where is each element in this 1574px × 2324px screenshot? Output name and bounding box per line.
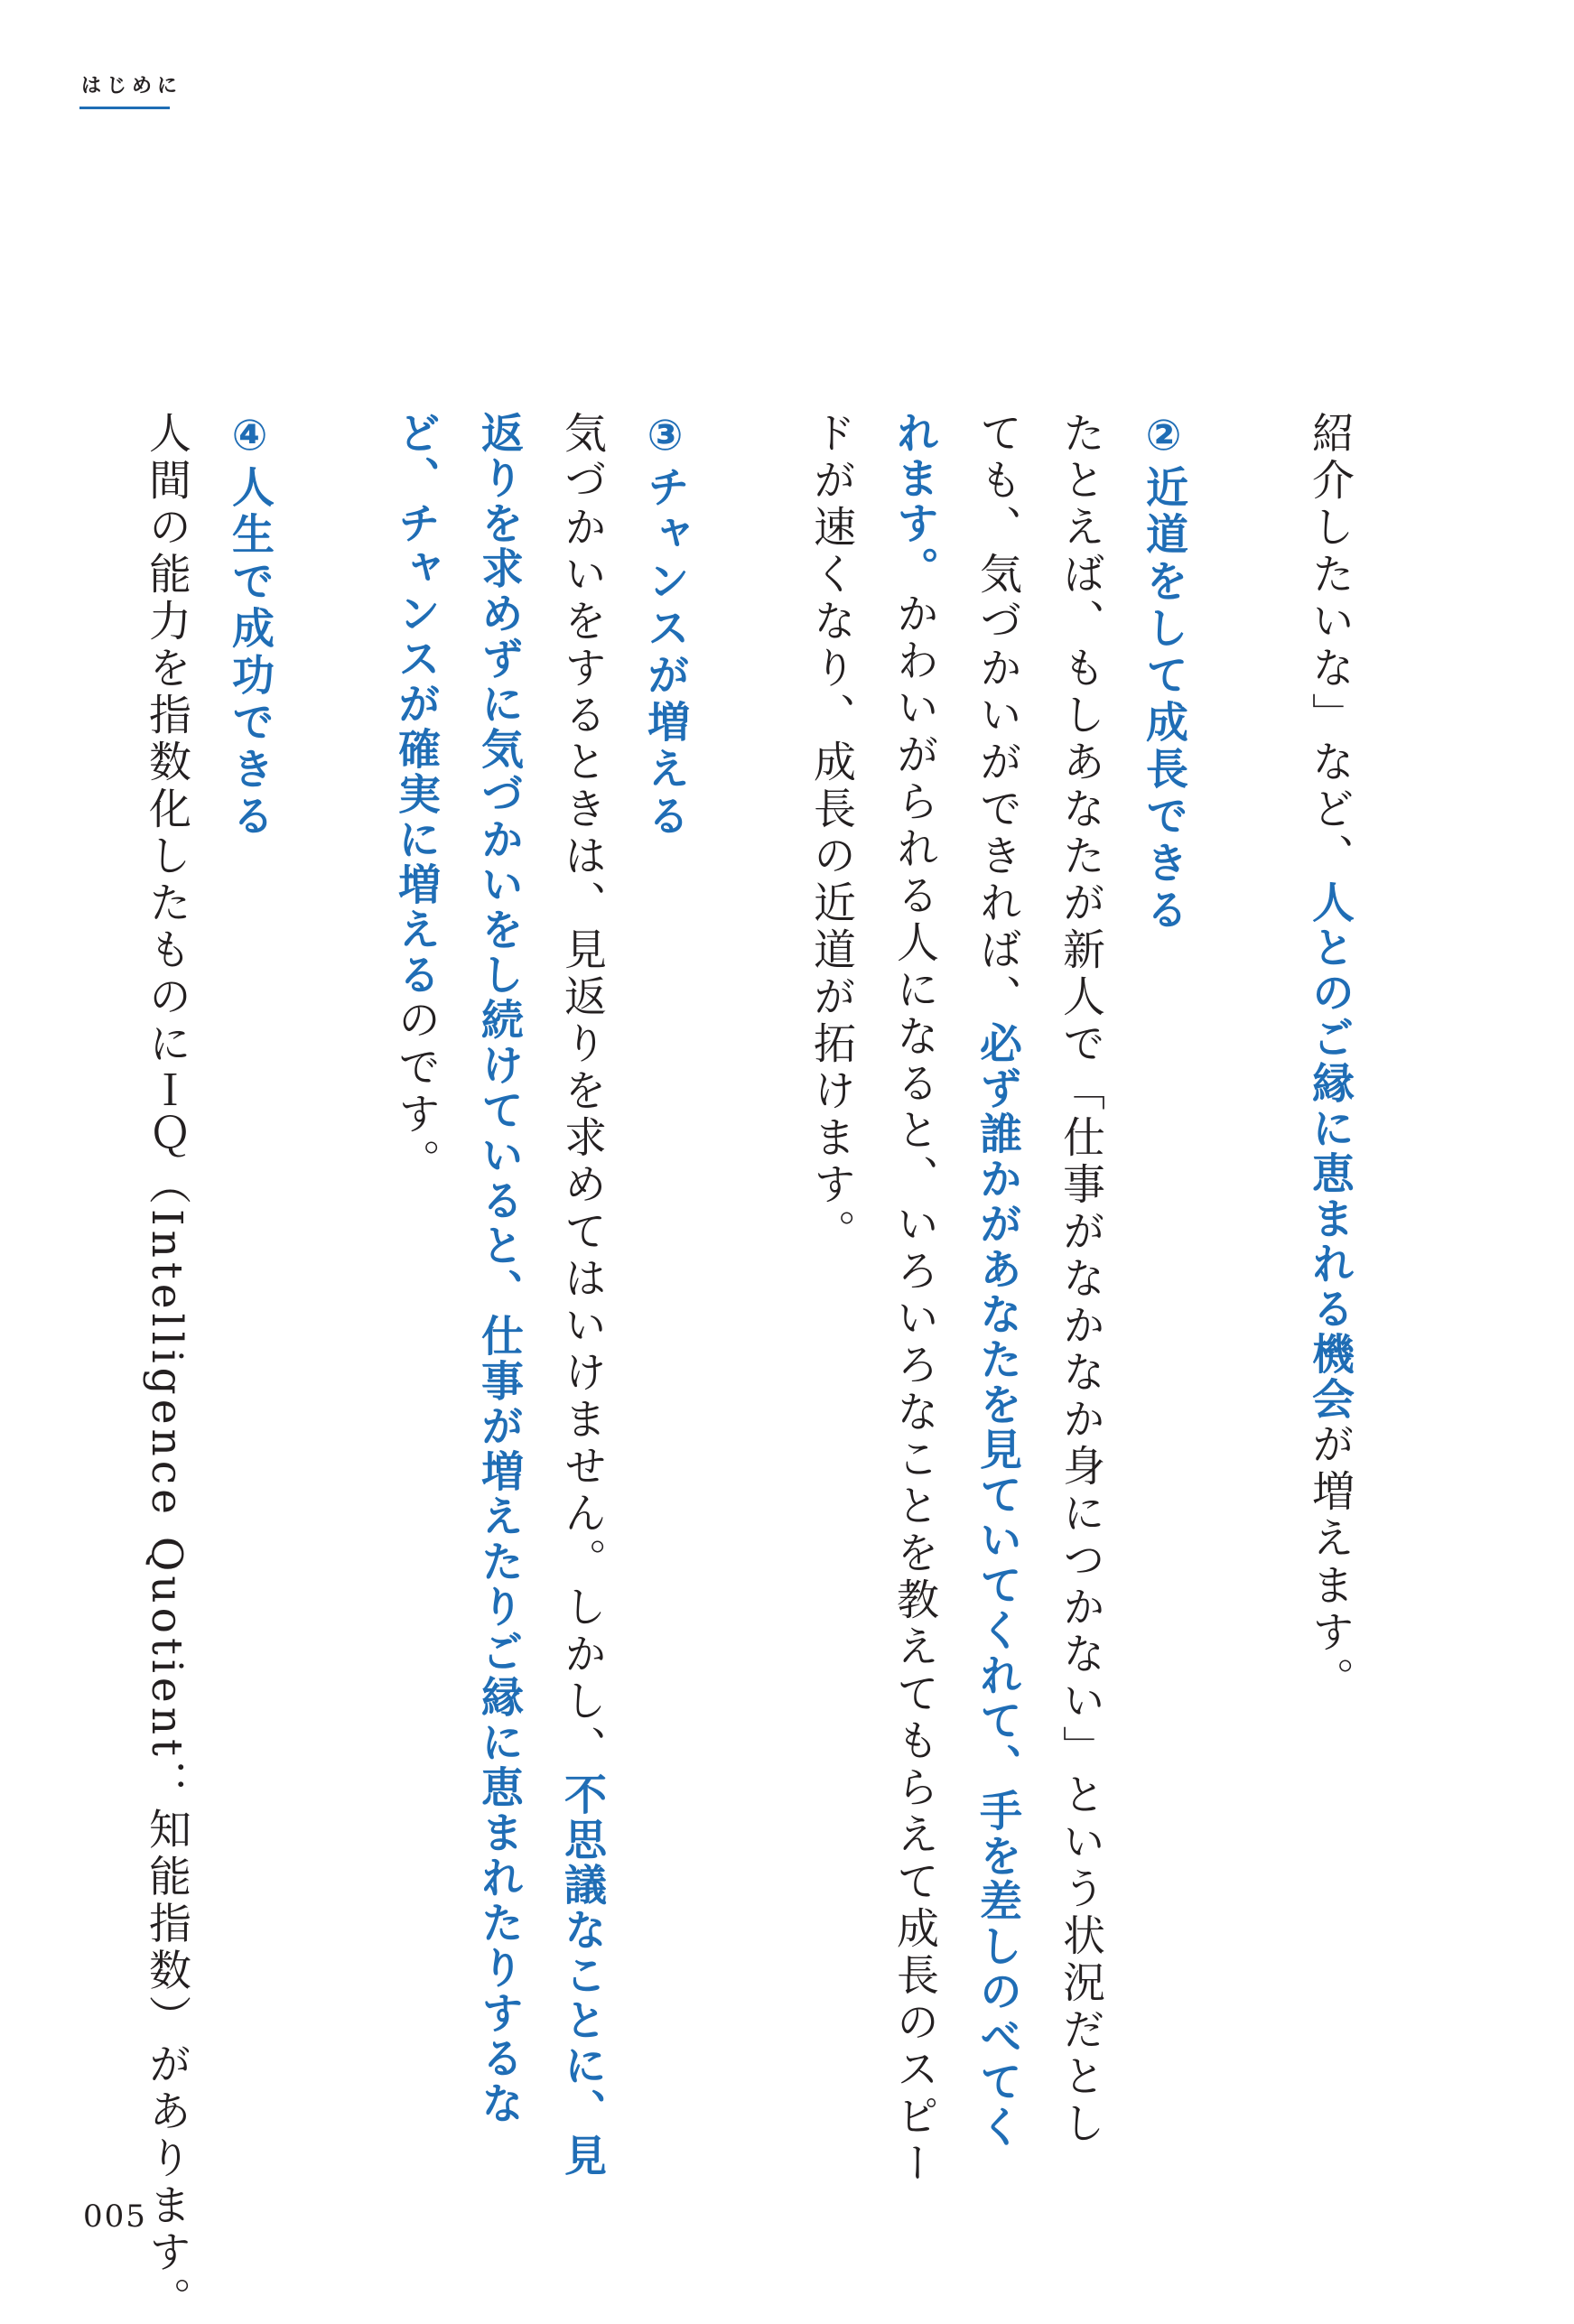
heading-4: ④人生で成功できる [225,411,275,841]
paragraph-2-line-2 [955,411,1038,2150]
p1-emphasis: 人とのご縁に恵まれる機会 [1305,880,1355,1422]
p2-text-3: かわいがられる人になると、いろいろなことを教えてもらえて成長のスピー [889,591,939,2188]
p1-text-1: 紹介したいな」など、 [1305,411,1355,880]
blank-line [291,411,374,2108]
paragraph-1 [1288,411,1371,2108]
p4-latin: Intelligence Quotient [142,1209,191,1761]
blank-line [706,411,789,2108]
p3-text-tail: のです。 [391,998,441,1185]
p3-text-1: 気づかいをするときは、見返りを求めてはいけません。しかし、 [557,411,607,1772]
p4-text-1: 人間の能力を指数化したものにＩＱ（ [142,411,191,1209]
running-head: はじめに [81,75,183,98]
p2-emphasis-1: 必ず誰かがあなたを見ていてくれて、手を差しのべてく [973,1021,1022,2150]
p3-emphasis-3: 仕事が増えたりご縁に恵まれたりするな [474,1314,524,2126]
p3-emphasis-1: 不思議なことに、見 [557,1772,607,2179]
paragraph-2-line-3 [872,411,955,2188]
heading-3: ③チャンスが増える [640,411,690,841]
paragraph-2-line-4: ドが速くなり、成長の近道が拓けます。 [806,411,856,1256]
heading-2: ②近道をして成長できる [1139,411,1188,934]
page-number: 005 [83,2199,147,2235]
paragraph-3-line-1 [540,411,623,2179]
p3-emphasis-2: 返りを求めずに気づかいをし続けていると、 [474,411,524,1314]
paragraph-3-line-2 [457,411,540,2126]
paragraph-4 [125,411,208,2324]
paragraph-2-line-1: たとえば、もしあなたが新人で「仕事がなかなか身につかない」という状況だとし [1056,411,1105,2148]
vertical-body-text [125,411,1371,2324]
blank-line [1205,411,1288,2108]
p4-text-2: ：知能指数）があります。 [142,1760,191,2324]
p3-emphasis-4: ど、チャンスが確実に増える [391,411,441,998]
p2-text-2: ても、気づかいができれば、 [973,411,1022,1021]
running-head-rule [79,107,170,109]
paragraph-3-line-3 [374,411,457,2108]
p1-text-2: が増えます。 [1305,1422,1355,1704]
p2-emphasis-2: れます。 [889,411,939,591]
